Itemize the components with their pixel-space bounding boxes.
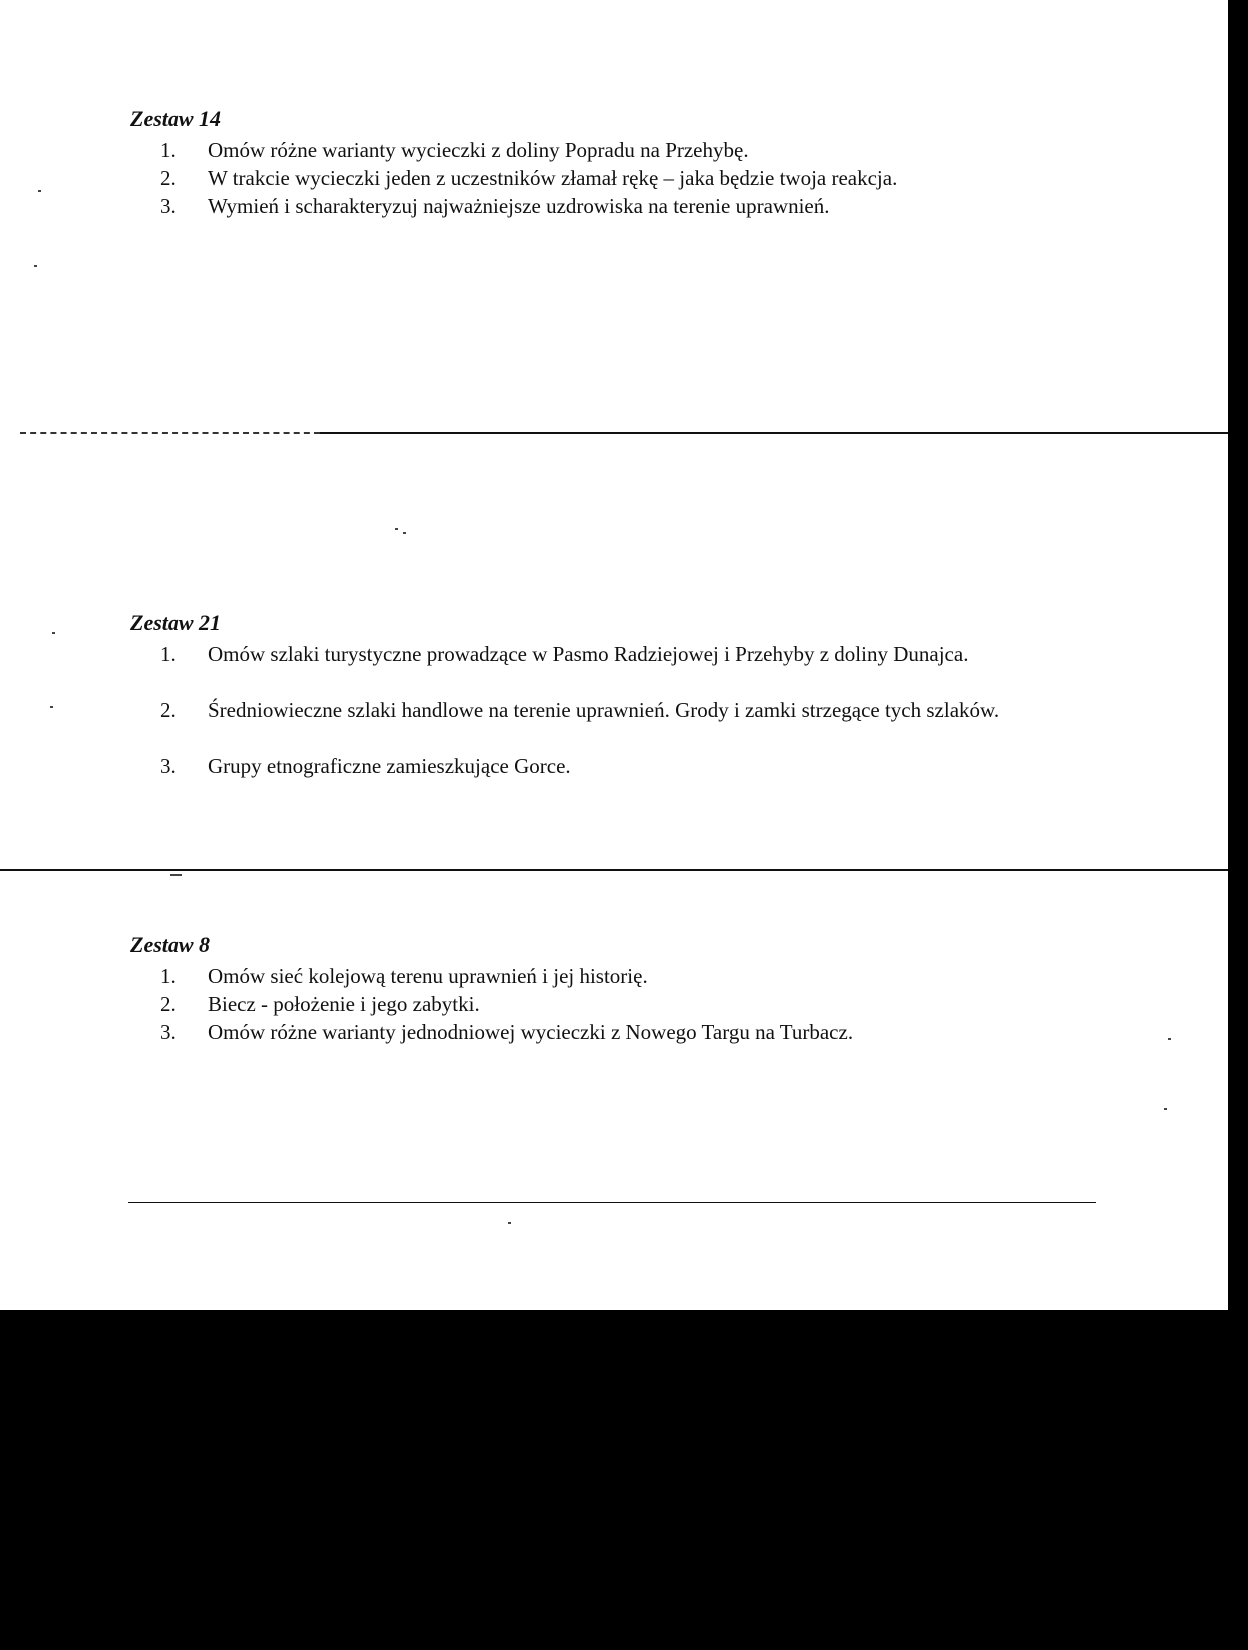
section-title: Zestaw 14 [130, 106, 222, 131]
separator-line [320, 432, 1228, 434]
item-number: 1. [160, 964, 176, 988]
scan-speck [508, 1222, 511, 1224]
scan-speck [1168, 1038, 1171, 1040]
item-text: Wymień i scharakteryzuj najważniejsze uzdrowiska na terenie uprawnień. [208, 194, 830, 218]
scan-speck [50, 706, 53, 708]
list-item [160, 1018, 1080, 1046]
list-item [160, 640, 1080, 668]
item-number: 2. [160, 698, 176, 722]
item-text: Omów szlaki turystyczne prowadzące w Pasmo Radziejowej i Przehyby z doliny Dunajca. [208, 642, 969, 666]
item-number: 3. [160, 754, 176, 778]
scan-speck [38, 190, 41, 192]
scan-speck [52, 632, 55, 634]
separator-line [128, 1202, 1096, 1203]
list-item [160, 752, 1080, 780]
item-number: 1. [160, 138, 176, 162]
list-item [160, 192, 1080, 220]
section-title: Zestaw 21 [130, 610, 222, 635]
scan-speck [170, 874, 182, 876]
item-number: 3. [160, 194, 176, 218]
list-item [160, 962, 1080, 990]
scan-speck [403, 532, 406, 534]
item-text: Biecz - położenie i jego zabytki. [208, 992, 480, 1016]
item-number: 2. [160, 166, 176, 190]
item-text: W trakcie wycieczki jeden z uczestników złamał rękę – jaka będzie twoja reakcja. [208, 166, 898, 190]
list-item [160, 136, 1080, 164]
section-title: Zestaw 8 [130, 932, 211, 957]
item-text: Omów różne warianty wycieczki z doliny Popradu na Przehybę. [208, 138, 749, 162]
item-text: Omów różne warianty jednodniowej wycieczki z Nowego Targu na Turbacz. [208, 1020, 854, 1044]
item-number: 3. [160, 1020, 176, 1044]
list-item [160, 164, 1080, 192]
list-item [160, 990, 1080, 1018]
scan-speck [395, 528, 398, 530]
list-item [160, 696, 1080, 724]
separator-line [0, 869, 1228, 871]
separator-line-dashed [20, 432, 320, 434]
item-text: Omów sieć kolejową terenu uprawnień i jej historię. [208, 964, 648, 988]
item-text: Średniowieczne szlaki handlowe na terenie uprawnień. Grody i zamki strzegące tych szlaków. [208, 698, 1000, 722]
scan-border [1228, 0, 1248, 1650]
item-number: 1. [160, 642, 176, 666]
scan-speck [34, 265, 37, 267]
item-number: 2. [160, 992, 176, 1016]
scan-speck [1164, 1108, 1167, 1110]
item-text: Grupy etnograficzne zamieszkujące Gorce. [208, 754, 571, 778]
